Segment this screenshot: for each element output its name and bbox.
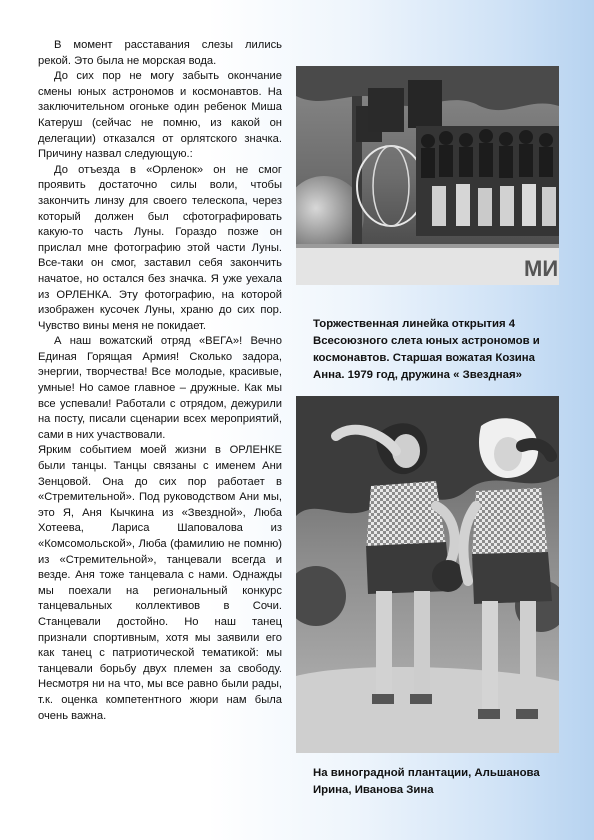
vineyard-photo-caption: На виноградной плантации, Альшанова Ирина, Иванова Зина (313, 767, 540, 796)
ceremony-photo (296, 66, 559, 285)
ceremony-photo-caption: Торжественная линейка открытия 4 Всесоюзного слета юных астрономов и космонавтов. Старшая вожатая Козина Анна. 1979 год, дружина « Звездная» (313, 318, 540, 381)
article-text-column (38, 38, 282, 724)
banner-text: МИ (524, 256, 559, 281)
article-paragraph: До сих пор не могу забыть окончание смены юных астрономов и космонавтов. На заключительном огоньке один ребенок Миша Катеруш (сейчас не помню, из какой он делегации) отказался от орлятского значка. Причину назвал следующую.: (38, 70, 282, 161)
article-paragraph: Ярким событием моей жизни в ОРЛЕНКЕ были танцы. Танцы связаны с именем Ани Зенцовой. Она до сих пор работает в «Стремительной». Под руководством Ани мы, это Я, Аня Кычкина из «Звездной», Люба Хотеева, Лариса Шаповалова из «Комсомольской», Люба (фамилию не помню) из «Стремительной», танцевали всегда и везде. Аня тоже танцевала с нами. Однажды мы поехали на региональный конкурс танцевальных коллективов в Сочи. Станцевали достойно. Но наш танец признали спортивным, хотя мы заявили его как танец с патриотической тематикой: мы танцевали борьбу двух племен за свободу. Несмотря ни на что, мы все равно были рады, т.к. оценка компетентного жюри нам была очень важна. (38, 444, 282, 722)
article-paragraph: А наш вожатский отряд «ВЕГА»! Вечно Единая Горящая Армия! Сколько задора, энергии, творчества! Все молодые, красивые, умные! Но самое главное – дружные. Как мы все успевали! Работали с отрядом, дежурили на посту, писали сценарии всех мероприятий, сами в них участвовали. (38, 335, 282, 441)
article-paragraph: До отъезда в «Орленок» он не смог проявить достаточно силы воли, чтобы закончить линзу для своего телескопа, через который должен был сфотографировать какую-то часть Луны. Гораздо позже он прислал мне фотографию этой части Луны. Все-таки он смог, заставил себя закончить начатое, но остался без значка. Я уже уехала из ОРЛЕНКА. Эту фотографию, на которой изображен кусочек Луны, храню до сих пор. Чувство вины меня не покидает. (38, 163, 282, 332)
vineyard-photo (296, 396, 559, 753)
article-paragraph: В момент расставания слезы лились рекой. Это была не морская вода. (38, 39, 282, 67)
